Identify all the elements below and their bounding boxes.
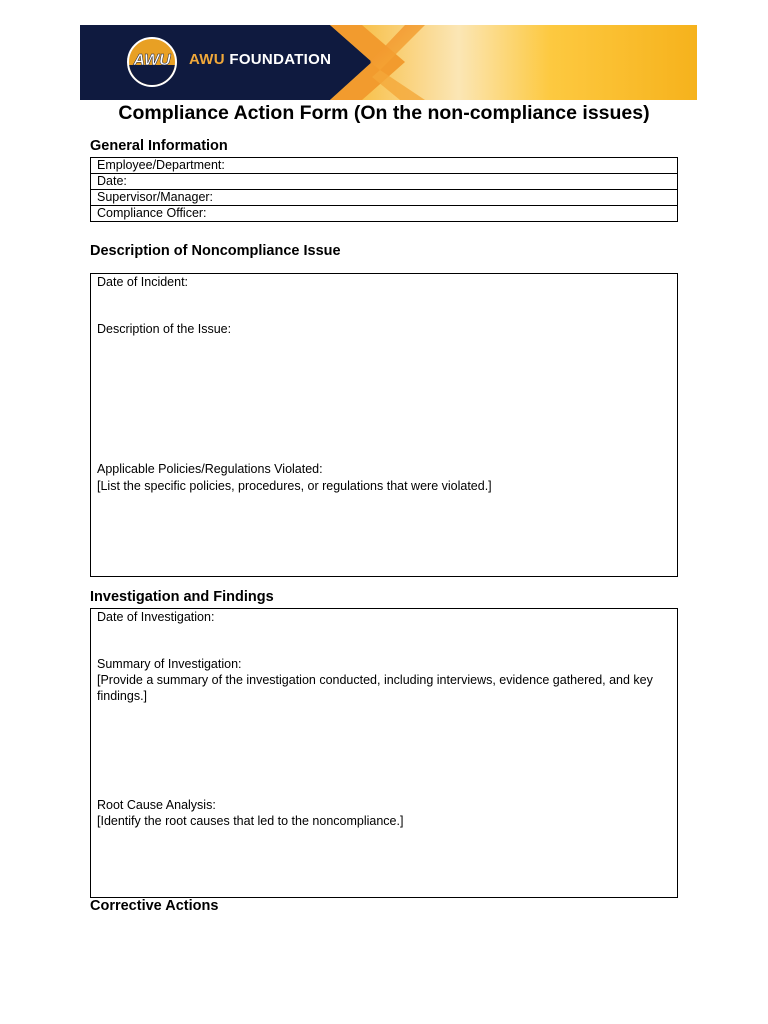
brand-name (189, 51, 331, 68)
table-row (91, 158, 678, 174)
policies-violated-hint: [List the specific policies, procedures, or regulations that were violated.] (97, 479, 492, 493)
root-cause-hint: [Identify the root causes that led to the noncompliance.] (97, 814, 404, 828)
corrective-actions-heading: Corrective Actions (90, 898, 219, 914)
brand-suffix: FOUNDATION (224, 51, 332, 68)
table-row (91, 190, 678, 206)
summary-of-investigation-label: Summary of Investigation: (97, 657, 242, 671)
form-title: Compliance Action Form (On the non-compliance issues) (118, 102, 650, 124)
investigation-box[interactable] (90, 608, 678, 898)
date-of-incident-label: Date of Incident: (97, 275, 189, 289)
date-field[interactable]: Date: (91, 174, 678, 190)
general-information-table (90, 157, 678, 222)
table-row (91, 174, 678, 190)
policies-violated-label: Applicable Policies/Regulations Violated: (97, 462, 323, 476)
root-cause-label: Root Cause Analysis: (97, 798, 216, 812)
logo-text: AWU (133, 52, 171, 69)
employee-department-field[interactable]: Employee/Department: (91, 158, 678, 174)
description-box[interactable] (90, 273, 678, 577)
description-of-issue-label: Description of the Issue: (97, 322, 232, 336)
supervisor-manager-field[interactable]: Supervisor/Manager: (91, 190, 678, 206)
summary-of-investigation-hint: [Provide a summary of the investigation conducted, including interviews, evidence gathered, and key findings.] (97, 673, 653, 703)
general-information-heading: General Information (90, 138, 228, 154)
table-row (91, 206, 678, 222)
investigation-heading: Investigation and Findings (90, 589, 274, 605)
description-heading: Description of Noncompliance Issue (90, 243, 341, 259)
awu-logo (127, 37, 177, 87)
date-of-investigation-label: Date of Investigation: (97, 610, 215, 624)
brand-prefix: AWU (189, 51, 225, 68)
header-banner (80, 25, 697, 100)
compliance-officer-field[interactable]: Compliance Officer: (91, 206, 678, 222)
